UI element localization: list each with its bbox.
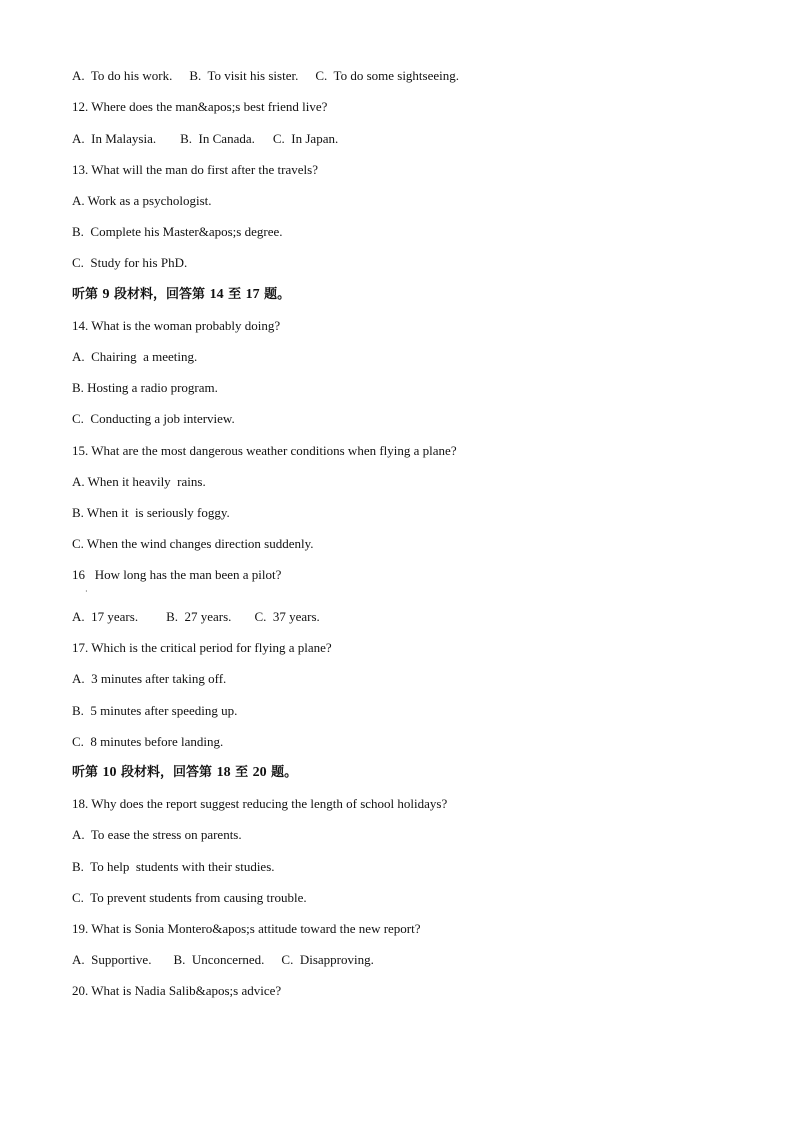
q14-option-a: A. Chairing a meeting. bbox=[72, 349, 198, 364]
q15-option-c: C. When the wind changes direction suddenly. bbox=[72, 536, 314, 551]
q19-option-c: C. Disapproving. bbox=[281, 952, 374, 967]
q14-question: 14. What is the woman probably doing? bbox=[72, 318, 281, 333]
q16-question: 16 How long has the man been a pilot? bbox=[72, 567, 282, 582]
q16-option-a: A. 17 years. bbox=[72, 609, 139, 624]
q17-option-c: C. 8 minutes before landing. bbox=[72, 734, 224, 749]
q17-question: 17. Which is the critical period for flying a plane? bbox=[72, 640, 332, 655]
q12-option-a: A. In Malaysia. bbox=[72, 131, 157, 146]
q20-question: 20. What is Nadia Salib&apos;s advice? bbox=[72, 983, 282, 998]
q18-option-a: A. To ease the stress on parents. bbox=[72, 827, 242, 842]
q18-option-c: C. To prevent students from causing trouble. bbox=[72, 890, 307, 905]
q13-option-c: C. Study for his PhD. bbox=[72, 255, 188, 270]
section-9-heading: 听第 9 段材料，回答第 14 至 17 题。 bbox=[72, 287, 291, 302]
q19-option-a: A. Supportive. bbox=[72, 952, 152, 967]
q14-option-b: B. Hosting a radio program. bbox=[72, 380, 218, 395]
q12-option-b: B. In Canada. bbox=[180, 131, 255, 146]
stray-dot-mark: · bbox=[85, 587, 88, 596]
q16-option-c: C. 37 years. bbox=[254, 609, 320, 624]
q11-options bbox=[72, 68, 459, 84]
q15-option-b: B. When it is seriously foggy. bbox=[72, 505, 230, 520]
q19-question: 19. What is Sonia Montero&apos;s attitude toward the new report? bbox=[72, 921, 421, 936]
q13-option-a: A. Work as a psychologist. bbox=[72, 193, 212, 208]
q15-option-a: A. When it heavily rains. bbox=[72, 474, 206, 489]
q11-option-c: C. To do some sightseeing. bbox=[315, 68, 459, 83]
q15-question: 15. What are the most dangerous weather conditions when flying a plane? bbox=[72, 443, 457, 458]
q16-option-b: B. 27 years. bbox=[166, 609, 232, 624]
q12-options bbox=[72, 131, 338, 147]
q18-option-b: B. To help students with their studies. bbox=[72, 859, 275, 874]
q19-options bbox=[72, 952, 374, 968]
q13-question: 13. What will the man do first after the travels? bbox=[72, 162, 318, 177]
q19-option-b: B. Unconcerned. bbox=[173, 952, 265, 967]
q11-option-b: B. To visit his sister. bbox=[189, 68, 299, 83]
q16-options bbox=[72, 609, 320, 625]
q18-question: 18. Why does the report suggest reducing the length of school holidays? bbox=[72, 796, 448, 811]
q14-option-c: C. Conducting a job interview. bbox=[72, 411, 235, 426]
q17-option-a: A. 3 minutes after taking off. bbox=[72, 671, 227, 686]
q17-option-b: B. 5 minutes after speeding up. bbox=[72, 703, 238, 718]
q12-question: 12. Where does the man&apos;s best friend live? bbox=[72, 99, 328, 114]
q13-option-b: B. Complete his Master&apos;s degree. bbox=[72, 224, 283, 239]
q12-option-c: C. In Japan. bbox=[272, 131, 339, 146]
q11-option-a: A. To do his work. bbox=[72, 68, 173, 83]
section-10-heading: 听第 10 段材料，回答第 18 至 20 题。 bbox=[72, 765, 298, 780]
